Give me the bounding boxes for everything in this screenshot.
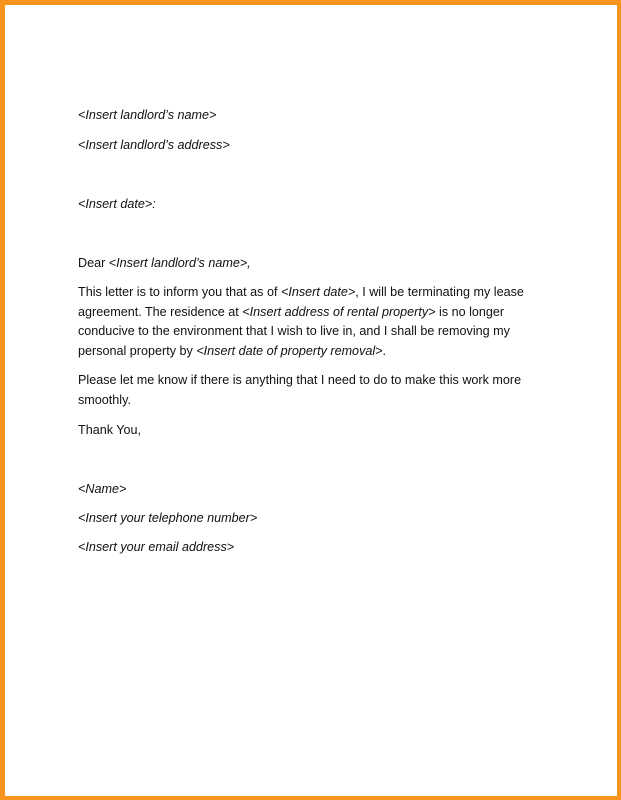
sender-telephone: <Insert your telephone number> <box>78 511 258 525</box>
salutation: Dear <Insert landlord’s name>, <box>78 256 251 270</box>
landlord-name: <Insert landlord’s name> <box>78 108 217 122</box>
paragraph-2-line-1: Please let me know if there is anything that I need to do to make this work more <box>78 373 522 387</box>
paragraph-1-line-3: conducive to the environment that I wish to live in, and I shall be removing my <box>78 324 510 338</box>
paragraph-1-line-1: This letter is to inform you that as of <Insert date>, I will be terminating my lease <box>78 285 524 299</box>
closing: Thank You, <box>78 423 142 437</box>
landlord-address: <Insert landlord’s address> <box>78 138 230 152</box>
letter-date: <Insert date>: <box>78 197 156 211</box>
paragraph-1-line-2: agreement. The residence at <Insert address of rental property> is no longer <box>78 304 505 319</box>
sender-name: <Name> <box>78 482 127 496</box>
paragraph-2-line-2: smoothly. <box>78 393 131 407</box>
paragraph-1-line-4: personal property by <Insert date of property removal>. <box>78 343 387 358</box>
sender-email: <Insert your email address> <box>78 540 235 554</box>
